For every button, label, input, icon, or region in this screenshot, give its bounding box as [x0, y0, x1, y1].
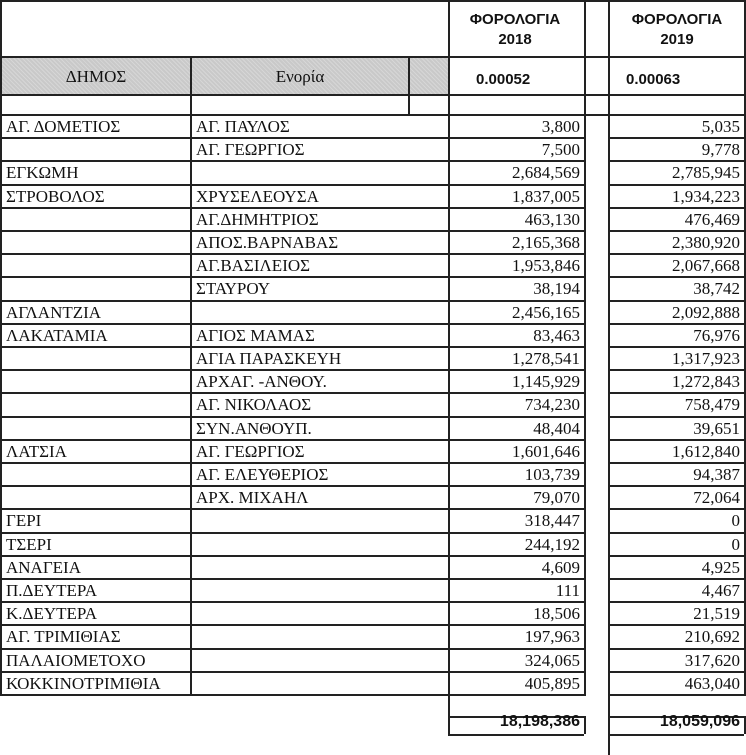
- grid-hline: [448, 184, 584, 186]
- grid-hline: [190, 671, 448, 673]
- grid-hline: [448, 648, 584, 650]
- enoria-cell: ΧΡΥΣΕΛΕΟΥΣΑ: [196, 186, 319, 206]
- grid-hline: [608, 137, 744, 139]
- value-2019-cell: 463,040: [684, 673, 740, 693]
- grid-vline: [584, 716, 586, 734]
- total-2018: 18,198,386: [499, 713, 580, 730]
- rate-2019: 0.00063: [626, 71, 681, 88]
- enoria-cell: ΣΥΝ.ΑΝΘΟΥΠ.: [196, 418, 312, 438]
- dimos-cell: ΑΓ. ΔΟΜΕΤΙΟΣ: [6, 117, 121, 136]
- header-2019-label: ΦΟΡΟΛΟΓΙΑ 2019: [631, 11, 723, 48]
- grid-hline: [448, 578, 584, 580]
- grid-hline: [190, 253, 448, 255]
- grid-hline: [0, 671, 190, 673]
- total-2019: 18,059,096: [659, 713, 740, 730]
- grid-hline: [448, 555, 584, 557]
- value-2019-cell: 39,651: [693, 418, 740, 438]
- header-2018-label: ΦΟΡΟΛΟΓΙΑ 2018: [469, 11, 561, 48]
- grid-hline: [448, 508, 584, 510]
- dimos-cell: ΑΓΛΑΝΤΖΙΑ: [6, 302, 102, 322]
- value-2018-cell: 2,684,569: [512, 163, 580, 183]
- grid-hline: [608, 392, 744, 394]
- grid-vline: [608, 0, 610, 755]
- grid-hline: [0, 624, 190, 626]
- dimos-cell: ΛΑΚΑΤΑΜΙΑ: [6, 325, 108, 345]
- grid-hline: [0, 300, 190, 302]
- value-2019-cell: 0: [731, 511, 740, 531]
- grid-vline: [0, 0, 2, 696]
- grid-hline: [608, 323, 744, 325]
- grid-hline: [190, 392, 448, 394]
- value-2019-cell: 210,692: [684, 627, 740, 647]
- grid-hline: [448, 485, 584, 487]
- value-2018-cell: 4,609: [541, 557, 580, 577]
- grid-hline: [0, 207, 190, 209]
- value-2018-cell: 463,130: [524, 209, 580, 229]
- value-2018-cell: 111: [555, 581, 580, 600]
- grid-hline: [0, 578, 190, 580]
- grid-hline: [0, 508, 190, 510]
- enoria-cell: ΑΡΧΑΓ. -ΑΝΘΟΥ.: [196, 372, 327, 392]
- value-2018-cell: 1,601,646: [512, 441, 580, 461]
- grid-hline: [190, 137, 448, 139]
- value-2019-cell: 76,976: [693, 325, 740, 345]
- grid-hline: [608, 734, 744, 736]
- grid-hline: [0, 694, 190, 696]
- enoria-cell: ΑΓ.ΒΑΣΙΛΕΙΟΣ: [196, 256, 311, 276]
- grid-hline: [190, 230, 448, 232]
- value-2019-cell: 476,469: [684, 209, 740, 229]
- enoria-cell: ΑΠΟΣ.ΒΑΡΝΑΒΑΣ: [196, 233, 339, 252]
- grid-hline: [608, 508, 744, 510]
- enoria-cell: ΑΓΙΑ ΠΑΡΑΣΚΕΥΗ: [196, 349, 342, 368]
- grid-hline: [190, 694, 448, 696]
- grid-hline: [448, 392, 584, 394]
- grid-hline: [608, 462, 744, 464]
- grid-hline: [448, 230, 584, 232]
- dimos-cell: ΣΤΡΟΒΟΛΟΣ: [6, 186, 105, 206]
- value-2018-cell: 405,895: [524, 673, 580, 693]
- value-2018-cell: 7,500: [541, 140, 580, 160]
- grid-hline: [448, 462, 584, 464]
- grid-hline: [448, 532, 584, 534]
- grid-hline: [608, 276, 744, 278]
- dimos-cell: ΠΑΛΑΙΟΜΕΤΟΧΟ: [6, 650, 146, 670]
- grid-hline: [0, 276, 190, 278]
- grid-hline: [448, 601, 584, 603]
- grid-hline: [448, 207, 584, 209]
- value-2019-cell: 1,934,223: [672, 186, 740, 206]
- value-2018-cell: 83,463: [533, 325, 580, 345]
- grid-hline: [190, 369, 448, 371]
- value-2018-cell: 18,506: [533, 604, 580, 624]
- grid-hline: [190, 624, 448, 626]
- grid-hline: [0, 253, 190, 255]
- grid-hline: [448, 624, 584, 626]
- grid-hline: [448, 137, 584, 139]
- grid-hline: [608, 648, 744, 650]
- enoria-cell: ΑΡΧ. ΜΙΧΑΗΛ: [196, 488, 309, 508]
- grid-hline: [608, 160, 744, 162]
- grid-hline: [190, 160, 448, 162]
- grid-hline: [608, 416, 744, 418]
- value-2019-cell: 38,742: [693, 279, 740, 299]
- value-2019-cell: 72,064: [693, 488, 740, 508]
- grid-hline: [190, 323, 448, 325]
- blank-header-cell: [410, 58, 448, 94]
- grid-hline: [190, 416, 448, 418]
- grid-hline: [190, 300, 448, 302]
- grid-hline: [190, 207, 448, 209]
- dimos-cell: Π.ΔΕΥΤΕΡΑ: [6, 581, 98, 600]
- grid-hline: [0, 416, 190, 418]
- grid-hline: [608, 601, 744, 603]
- grid-hline: [608, 694, 744, 696]
- grid-hline: [0, 184, 190, 186]
- enoria-cell: ΑΓ. ΓΕΩΡΓΙΟΣ: [196, 441, 305, 461]
- grid-hline: [608, 671, 744, 673]
- grid-hline: [190, 601, 448, 603]
- grid-hline: [608, 184, 744, 186]
- grid-hline: [448, 369, 584, 371]
- value-2018-cell: 79,070: [533, 488, 580, 508]
- grid-hline: [448, 671, 584, 673]
- enoria-cell: ΑΓΙΟΣ ΜΑΜΑΣ: [196, 325, 315, 345]
- enoria-cell: ΑΓ. ΠΑΥΛΟΣ: [196, 117, 290, 136]
- enoria-cell: ΑΓ. ΕΛΕΥΘΕΡΙΟΣ: [196, 465, 329, 484]
- grid-hline: [448, 253, 584, 255]
- grid-hline: [190, 555, 448, 557]
- grid-hline: [0, 56, 745, 58]
- grid-hline: [0, 160, 190, 162]
- grid-hline: [608, 300, 744, 302]
- value-2019-cell: 2,380,920: [672, 233, 740, 252]
- value-2018-cell: 3,800: [541, 117, 580, 136]
- enoria-cell: ΑΓ.ΔΗΜΗΤΡΙΟΣ: [196, 209, 319, 229]
- value-2019-cell: 21,519: [693, 604, 740, 624]
- grid-hline: [448, 694, 584, 696]
- grid-hline: [448, 439, 584, 441]
- grid-hline: [608, 624, 744, 626]
- value-2019-cell: 5,035: [701, 117, 740, 136]
- value-2019-cell: 1,272,843: [672, 372, 740, 392]
- dimos-cell: ΛΑΤΣΙΑ: [6, 441, 67, 461]
- grid-vline: [584, 0, 586, 696]
- grid-vline: [448, 0, 450, 716]
- grid-hline: [190, 578, 448, 580]
- grid-hline: [190, 508, 448, 510]
- enoria-cell: ΑΓ. ΓΕΩΡΓΙΟΣ: [196, 140, 305, 160]
- grid-hline: [608, 578, 744, 580]
- grid-hline: [608, 369, 744, 371]
- grid-hline: [0, 346, 190, 348]
- grid-hline: [190, 485, 448, 487]
- value-2019-cell: 2,785,945: [672, 163, 740, 183]
- value-2019-cell: 1,612,840: [672, 441, 740, 461]
- grid-hline: [608, 532, 744, 534]
- value-2019-cell: 2,092,888: [672, 302, 740, 322]
- value-2019-cell: 4,925: [701, 557, 740, 577]
- grid-hline: [0, 392, 190, 394]
- grid-hline: [608, 230, 744, 232]
- grid-hline: [190, 439, 448, 441]
- grid-hline: [448, 160, 584, 162]
- value-2019-cell: 2,067,668: [672, 256, 740, 276]
- value-2019-cell: 4,467: [701, 581, 740, 600]
- value-2018-cell: 324,065: [524, 650, 580, 670]
- dimos-cell: ΓΕΡΙ: [6, 511, 42, 531]
- value-2018-cell: 2,456,165: [512, 302, 580, 322]
- grid-hline: [0, 137, 190, 139]
- dimos-cell: Κ.ΔΕΥΤΕΡΑ: [6, 604, 98, 624]
- value-2018-cell: 244,192: [524, 534, 580, 554]
- grid-hline: [190, 532, 448, 534]
- dimos-header: ΔΗΜΟΣ: [65, 67, 127, 86]
- enoria-header: Ενορία: [275, 67, 325, 86]
- grid-hline: [448, 734, 584, 736]
- dimos-cell: ΚΟΚΚΙΝΟΤΡΙΜΙΘΙΑ: [6, 673, 161, 693]
- grid-hline: [0, 369, 190, 371]
- grid-hline: [0, 439, 190, 441]
- header-2018: [450, 10, 580, 50]
- rate-2018: 0.00052: [476, 71, 531, 88]
- value-2018-cell: 734,230: [524, 395, 580, 415]
- value-2019-cell: 94,387: [693, 465, 740, 484]
- value-2019-cell: 0: [731, 534, 740, 554]
- grid-hline: [0, 230, 190, 232]
- dimos-cell: ΑΝΑΓΕΙΑ: [6, 557, 81, 577]
- grid-hline: [608, 555, 744, 557]
- grid-hline: [190, 184, 448, 186]
- grid-hline: [0, 114, 745, 116]
- grid-hline: [608, 346, 744, 348]
- value-2018-cell: 197,963: [524, 627, 580, 647]
- value-2018-cell: 1,837,005: [512, 186, 580, 206]
- grid-hline: [608, 253, 744, 255]
- dimos-cell: ΑΓ. ΤΡΙΜΙΘΙΑΣ: [6, 627, 121, 647]
- value-2018-cell: 48,404: [533, 418, 580, 438]
- grid-hline: [0, 555, 190, 557]
- grid-hline: [448, 416, 584, 418]
- grid-hline: [0, 94, 745, 96]
- grid-vline: [448, 716, 450, 734]
- value-2019-cell: 758,479: [684, 395, 740, 415]
- grid-hline: [0, 0, 745, 2]
- value-2018-cell: 1,145,929: [512, 372, 580, 392]
- grid-hline: [0, 323, 190, 325]
- grid-vline: [408, 56, 410, 114]
- value-2018-cell: 103,739: [524, 465, 580, 484]
- header-2019: [612, 10, 742, 50]
- dimos-cell: ΤΣΕΡΙ: [6, 534, 52, 554]
- grid-hline: [190, 346, 448, 348]
- value-2018-cell: 1,278,541: [512, 349, 580, 368]
- grid-hline: [190, 462, 448, 464]
- grid-hline: [0, 462, 190, 464]
- grid-hline: [0, 648, 190, 650]
- value-2018-cell: 1,953,846: [512, 256, 580, 276]
- value-2019-cell: 317,620: [684, 650, 740, 670]
- grid-hline: [608, 207, 744, 209]
- grid-vline: [190, 56, 192, 696]
- grid-hline: [448, 346, 584, 348]
- value-2018-cell: 2,165,368: [512, 233, 580, 252]
- enoria-cell: ΑΓ. ΝΙΚΟΛΑΟΣ: [196, 395, 312, 415]
- value-2019-cell: 1,317,923: [672, 349, 740, 368]
- value-2018-cell: 38,194: [533, 279, 580, 299]
- grid-hline: [448, 276, 584, 278]
- grid-hline: [0, 532, 190, 534]
- grid-hline: [448, 300, 584, 302]
- dimos-cell: ΕΓΚΩΜΗ: [6, 163, 79, 183]
- grid-hline: [448, 323, 584, 325]
- grid-hline: [0, 601, 190, 603]
- value-2019-cell: 9,778: [701, 140, 740, 160]
- grid-hline: [190, 276, 448, 278]
- enoria-cell: ΣΤΑΥΡΟΥ: [196, 279, 271, 299]
- grid-hline: [0, 485, 190, 487]
- grid-hline: [190, 648, 448, 650]
- grid-hline: [608, 485, 744, 487]
- grid-hline: [608, 439, 744, 441]
- value-2018-cell: 318,447: [524, 511, 580, 531]
